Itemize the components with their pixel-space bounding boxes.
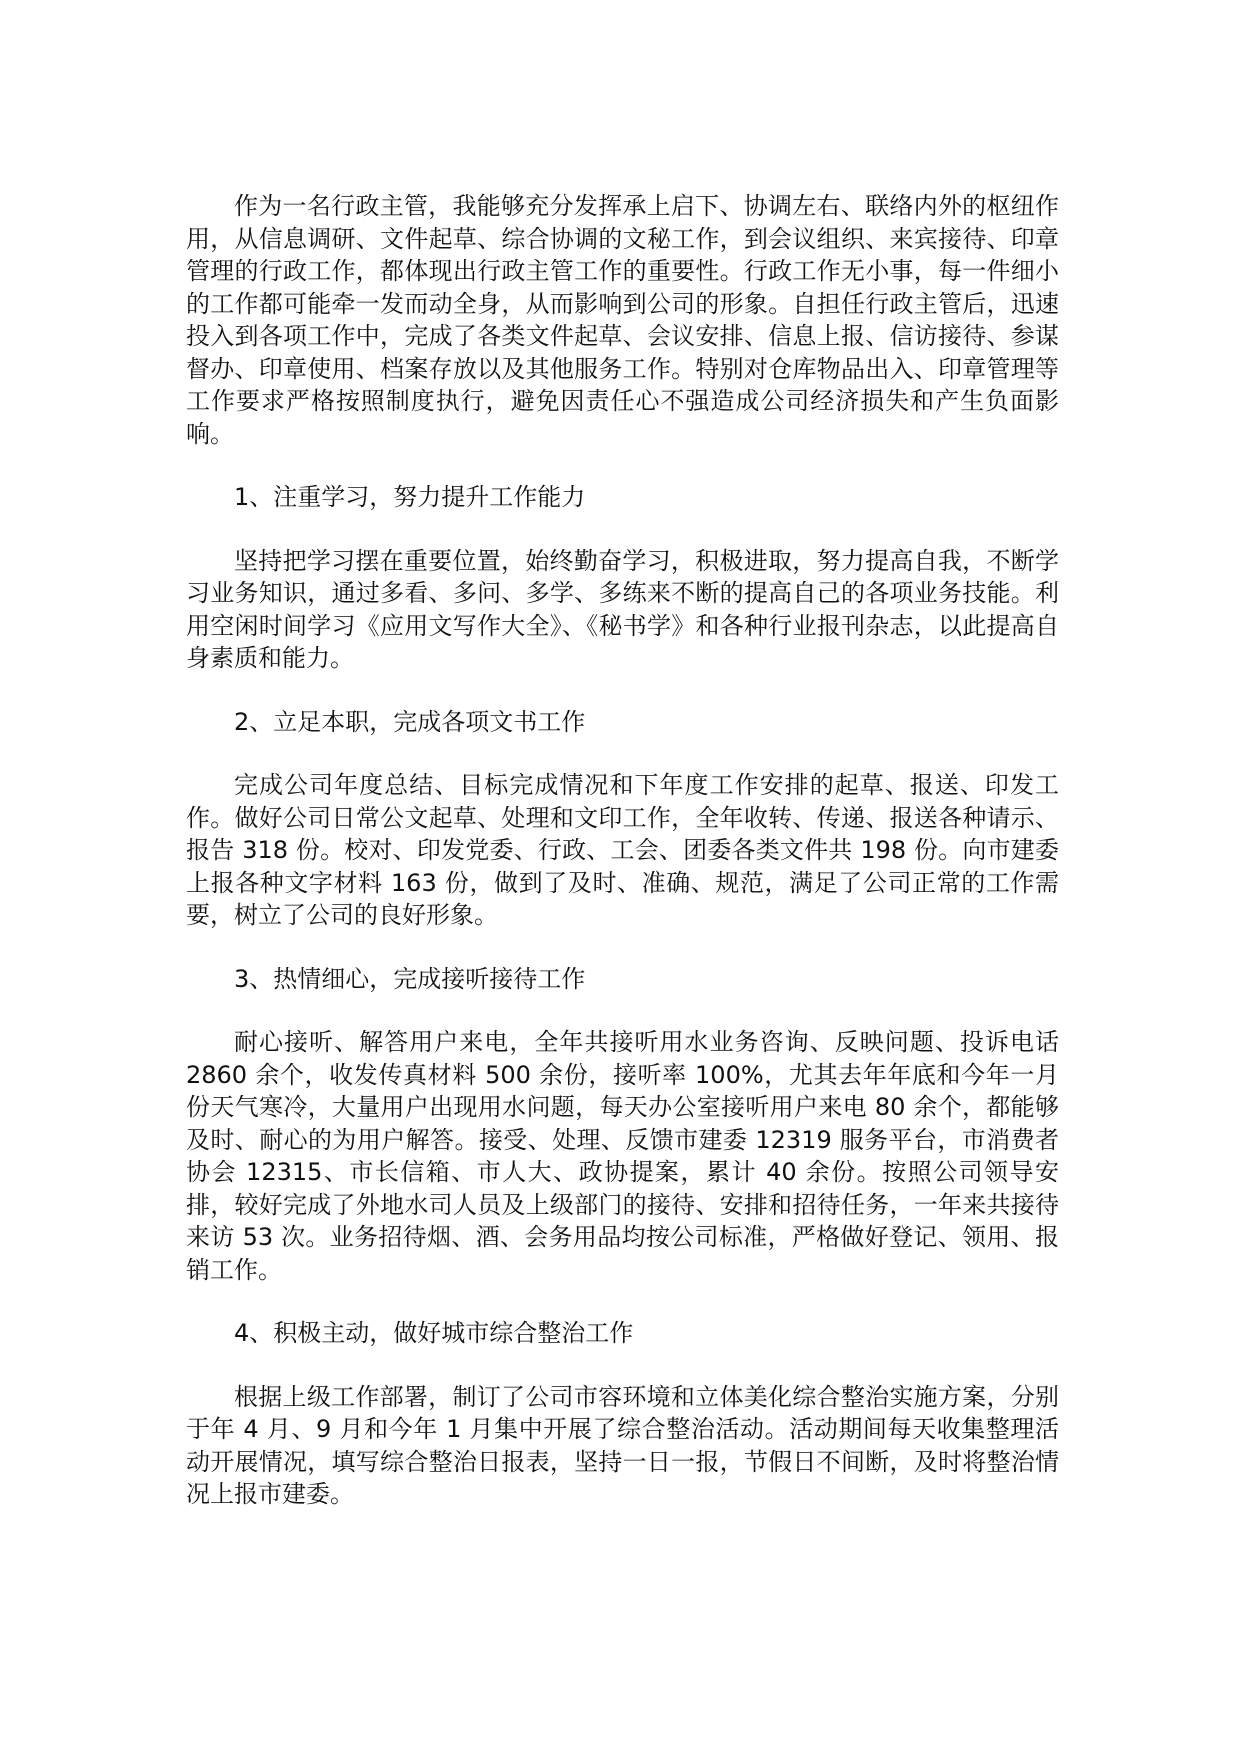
section-1-heading: 1、注重学习，努力提升工作能力: [234, 483, 586, 511]
intro-paragraph: 作为一名行政主管，我能够充分发挥承上启下、协调左右、联络内外的枢纽作用，从信息调研、文件起草、综合协调的文秘工作，到会议组织、来宾接待、印章管理的行政工作，都体现出行政主管工作的重要性。行政工作无小事，每一件细小的工作都可能牵一发而动全身，从而影响到公司的形象。自担任行政主管后，迅速投入到各项工作中，完成了各类文件起草、会议安排、信息上报、信访接待、参谋督办、印章使用、档案存放以及其他服务工作。特别对仓库物品出入、印章管理等工作要求严格按照制度执行，避免因责任心不强造成公司经济损失和产生负面影响。: [186, 192, 1059, 448]
document-page: [186, 190, 1059, 1542]
section-1-body: 坚持把学习摆在重要位置，始终勤奋学习，积极进取，努力提高自我，不断学习业务知识，通过多看、多问、多学、多练来不断的提高自己的各项业务技能。利用空闲时间学习《应用文写作大全》、《秘书学》和各种行业报刊杂志，以此提高自身素质和能力。: [186, 546, 1059, 672]
section-3-body: 耐心接听、解答用户来电，全年共接听用水业务咨询、反映问题、投诉电话 2860 余个，收发传真材料 500 余份，接听率 100%，尤其去年年底和今年一月份天气寒冷，大量用户出现用水问题，每天办公室接听用户来电 80 余个，都能够及时、耐心的为用户解答。接受、处理、反馈市建委 12319 服务平台，市消费者协会 12315、市长信箱、市人大、政协提案，累计 40 余份。按照公司领导安排，较好完成了外地水司人员及上级部门的接待、安排和招待任务，一年来共接待来访 53 次。业务招待烟、酒、会务用品均按公司标准，严格做好登记、领用、报销工作。: [186, 1028, 1059, 1284]
section-2-body: 完成公司年度总结、目标完成情况和下年度工作安排的起草、报送、印发工作。做好公司日常公文起草、处理和文印工作，全年收转、传递、报送各种请示、报告 318 份。校对、印发党委、行政、工会、团委各类文件共 198 份。向市建委上报各种文字材料 163 份，做到了及时、准确、规范，满足了公司正常的工作需要，树立了公司的良好形象。: [186, 771, 1059, 929]
section-2-heading: 2、立足本职，完成各项文书工作: [234, 707, 586, 736]
section-3-heading: 3、热情细心，完成接听接待工作: [234, 964, 586, 993]
section-4-heading: 4、积极主动，做好城市综合整治工作: [234, 1319, 634, 1347]
section-4-body: 根据上级工作部署，制订了公司市容环境和立体美化综合整治实施方案，分别于年 4 月、9 月和今年 1 月集中开展了综合整治活动。活动期间每天收集整理活动开展情况，填写综合整治日报表，坚持一日一报，节假日不间断，及时将整治情况上报市建委。: [186, 1382, 1059, 1508]
